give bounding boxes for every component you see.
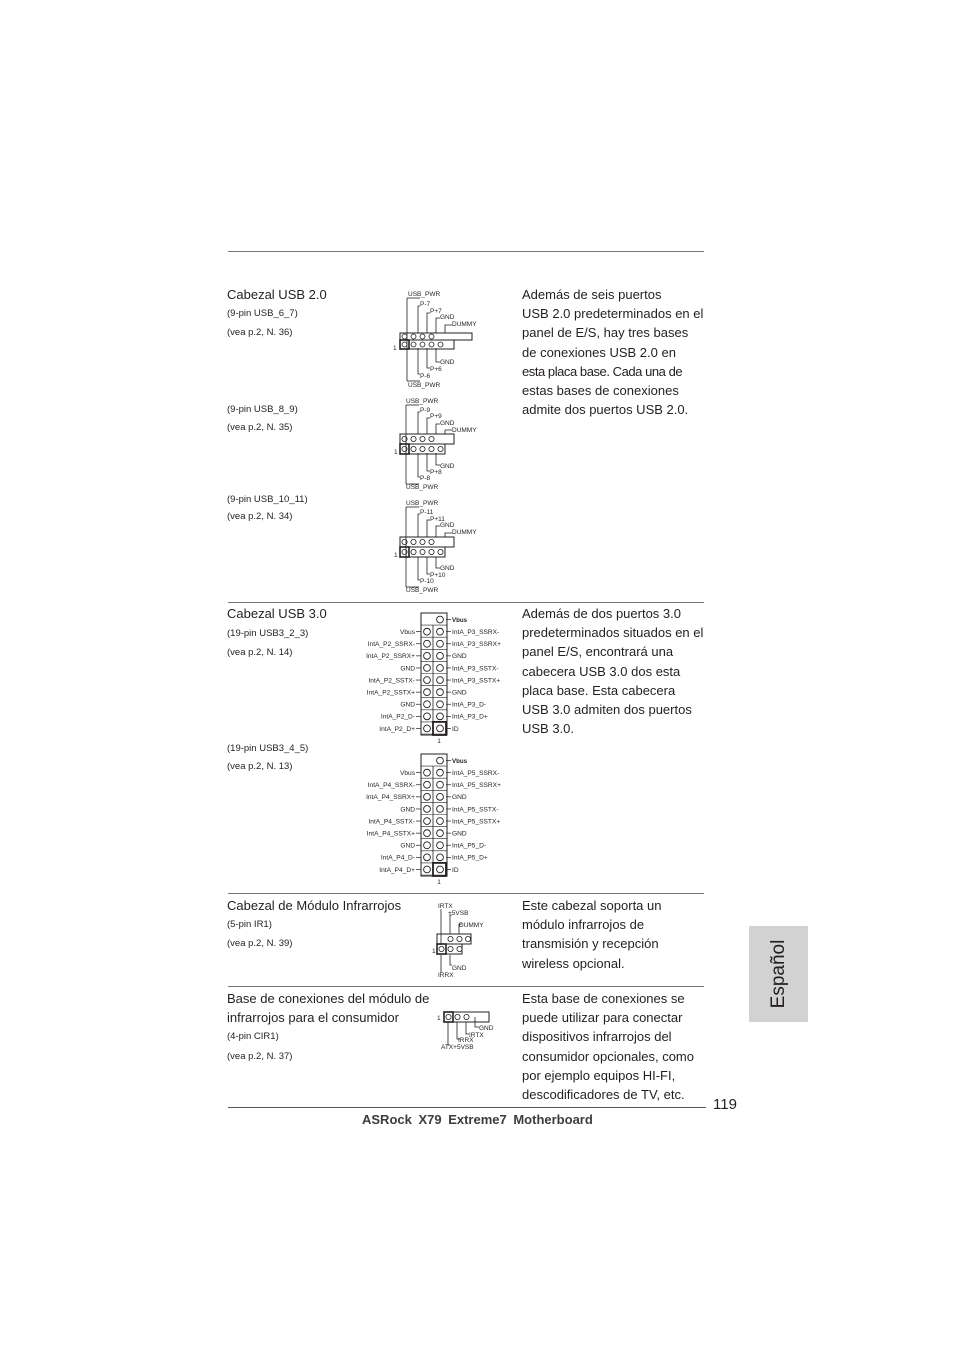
- pin: [437, 628, 444, 635]
- label-p-plus-10: P+10: [430, 572, 446, 579]
- pin: [437, 854, 444, 861]
- usb2-header-diagram-2: [392, 396, 487, 492]
- cir-desc-line: Esta base de conexiones se: [522, 991, 685, 1006]
- pin-label-right: IntA_P5_SSRX+: [452, 782, 501, 790]
- label-p-8: P-8: [420, 475, 431, 482]
- pin: [437, 640, 444, 647]
- pin-label-right: IntA_P3_SSTX-: [452, 665, 499, 673]
- label-irrx: IRRX: [458, 1037, 474, 1044]
- label-p-plus-7: P+7: [430, 308, 442, 315]
- label-dummy: DUMMY: [452, 427, 477, 434]
- label-usb-pwr: USB_PWR: [408, 382, 441, 389]
- pin-label-right: GND: [452, 830, 467, 838]
- pin: [424, 725, 431, 732]
- label-atx-5vsb: ATX+5VSB: [441, 1044, 474, 1051]
- pin-label-right: GND: [452, 653, 467, 661]
- pin-label-right: IntA_P3_D+: [452, 713, 488, 721]
- pin-label-right: IntA_P5_D+: [452, 854, 488, 862]
- label-p-9: P-9: [420, 407, 431, 414]
- usb3-description: [522, 604, 712, 738]
- usb3-desc-line: USB 3.0.: [522, 721, 575, 737]
- usb3-header-diagram-2: [355, 752, 520, 888]
- usb3-desc-line: cabecera USB 3.0 dos esta: [522, 663, 681, 679]
- label-5vsb: +5VSB: [448, 910, 469, 917]
- cir-desc-line: puede utilizar para conectar: [522, 1010, 683, 1026]
- ir-description: [522, 896, 712, 973]
- label-irrx: IRRX: [438, 972, 454, 979]
- pin-label-left: IntA_P2_SSRX-: [367, 641, 415, 649]
- pin: [424, 628, 431, 635]
- cir-desc-line: dispositivos infrarrojos del: [522, 1029, 672, 1045]
- pin: [424, 769, 431, 776]
- pin-label-right: ID: [452, 725, 459, 733]
- usb3-h2-ref: (vea p.2, N. 13): [227, 761, 293, 772]
- label-usb-pwr: USB_PWR: [406, 500, 439, 507]
- pin-label-left: IntA_P2_D+: [379, 725, 415, 733]
- label-p-plus-11: P+11: [430, 516, 445, 523]
- cir-pin: (4-pin CIR1): [227, 1031, 279, 1042]
- label-usb-pwr: USB_PWR: [408, 291, 441, 298]
- ir-desc-line: Este cabezal soporta un: [522, 898, 662, 913]
- pin: [437, 818, 444, 825]
- label-pin1: 1: [437, 1015, 441, 1022]
- ir-header-diagram: [432, 901, 492, 981]
- pin: [437, 757, 444, 764]
- usb2-desc-line: Además de seis puertos: [522, 287, 662, 302]
- label-gnd: GND: [440, 314, 455, 321]
- pin-label-right: IntA_P5_SSTX-: [452, 806, 499, 814]
- top-divider: [228, 251, 704, 252]
- pin-label-left: Vbus: [399, 628, 415, 636]
- pin: [424, 652, 431, 659]
- pin-label-left: IntA_P4_D-: [380, 854, 415, 862]
- usb2-h2-ref: (vea p.2, N. 35): [227, 422, 293, 433]
- pin: [424, 665, 431, 672]
- label-p-plus-6: P+6: [430, 366, 442, 373]
- pin-label-right: IntA_P5_D-: [452, 842, 487, 850]
- pin: [424, 781, 431, 788]
- ir-desc-line: wireless opcional.: [522, 955, 625, 971]
- cir-description: [522, 989, 712, 1104]
- label-p-plus-9: P+9: [430, 413, 442, 420]
- usb3-desc-line: placa base. Esta cabecera: [522, 682, 676, 698]
- pin-label-left: GND: [400, 701, 415, 709]
- ir-desc-line: módulo infrarrojos de: [522, 917, 645, 933]
- label-usb-pwr: USB_PWR: [406, 484, 439, 491]
- usb2-desc-line: USB 2.0 predeterminados en el: [522, 306, 704, 322]
- pin-label-right: IntA_P3_SSRX+: [452, 641, 501, 649]
- pin: [437, 725, 444, 732]
- usb2-h3-pin: (9-pin USB_10_11): [227, 494, 308, 505]
- ir-desc-line: transmisión y recepción: [522, 936, 659, 952]
- label-pin1: 1: [432, 948, 436, 955]
- label-usb-pwr: USB_PWR: [406, 587, 439, 594]
- pin-label-left: IntA_P2_SSTX-: [368, 677, 415, 685]
- label-p-11: P-11: [420, 509, 434, 516]
- pin-label-left: IntA_P2_SSRX+: [366, 653, 415, 661]
- usb2-h1-pin: (9-pin USB_6_7): [227, 308, 298, 319]
- cir-desc-line: descodificadores de TV, etc.: [522, 1087, 685, 1103]
- usb3-desc-line: predeterminados situados en el: [522, 625, 704, 641]
- pin-label-right: IntA_P3_SSTX+: [452, 677, 501, 685]
- pin-label-left: IntA_P4_D+: [379, 866, 415, 874]
- label-gnd: GND: [440, 522, 455, 529]
- label-gnd: GND: [440, 420, 455, 427]
- usb2-header-diagram-1: [392, 288, 487, 392]
- label-gnd: GND: [440, 565, 455, 572]
- label-irtx: IRTX: [469, 1032, 484, 1039]
- ir-title: Cabezal de Módulo Infrarrojos: [227, 898, 402, 913]
- pin: [437, 842, 444, 849]
- pin-label-left: IntA_P4_SSTX-: [368, 818, 415, 826]
- pin-label-right: IntA_P3_SSRX-: [452, 628, 500, 636]
- pin: [437, 677, 444, 684]
- cir-title-line1: Base de conexiones del módulo de: [227, 991, 430, 1006]
- usb2-h1-ref: (vea p.2, N. 36): [227, 327, 293, 338]
- label-irtx: IRTX: [438, 903, 453, 910]
- cir-header-diagram: [437, 1008, 497, 1054]
- label-pin1: 1: [394, 552, 398, 559]
- pin-label-left: GND: [400, 806, 415, 814]
- pin-label-vbus: Vbus: [452, 757, 468, 765]
- usb2-description: [522, 285, 712, 419]
- pin: [424, 866, 431, 873]
- cir-desc-line: por ejemplo equipos HI-FI,: [522, 1067, 676, 1083]
- pin-label-left: GND: [400, 665, 415, 673]
- pin: [424, 677, 431, 684]
- pin-label-left: IntA_P4_SSRX-: [367, 782, 415, 790]
- ir-pin: (5-pin IR1): [227, 919, 272, 930]
- pin: [424, 842, 431, 849]
- pin-label-left: Vbus: [399, 769, 415, 777]
- usb2-h3-ref: (vea p.2, N. 34): [227, 511, 293, 522]
- label-p-6: P-6: [420, 373, 431, 380]
- pin: [424, 640, 431, 647]
- pin: [424, 689, 431, 696]
- pin: [424, 818, 431, 825]
- pin-label-left: IntA_P2_SSTX+: [366, 689, 415, 697]
- pin: [437, 830, 444, 837]
- label-p-plus-8: P+8: [430, 469, 442, 476]
- usb2-desc-line: admite dos puertos USB 2.0.: [522, 402, 689, 418]
- usb2-header-diagram-3: [392, 497, 487, 595]
- section-divider: [228, 602, 704, 603]
- usb3-title: Cabezal USB 3.0: [227, 606, 327, 621]
- ir-ref: (vea p.2, N. 39): [227, 938, 293, 949]
- label-dummy: DUMMY: [452, 321, 477, 328]
- label-gnd: GND: [452, 965, 467, 972]
- cir-ref: (vea p.2, N. 37): [227, 1051, 293, 1062]
- pin: [424, 806, 431, 813]
- pin: [424, 793, 431, 800]
- pin1-marker: [433, 722, 446, 735]
- pin-label-right: IntA_P5_SSTX+: [452, 818, 501, 826]
- pin: [437, 689, 444, 696]
- usb3-desc-line: USB 3.0 admiten dos puertos: [522, 702, 692, 718]
- pin-label-left: GND: [400, 842, 415, 850]
- pin: [437, 866, 444, 873]
- pin: [437, 806, 444, 813]
- label-dummy: DUMMY: [459, 922, 484, 929]
- pin: [424, 854, 431, 861]
- pin: [424, 701, 431, 708]
- label-gnd: GND: [440, 359, 455, 366]
- label-p-7: P-7: [420, 301, 431, 308]
- pin-label-right: IntA_P5_SSRX-: [452, 769, 500, 777]
- usb3-h2-pin: (19-pin USB3_4_5): [227, 743, 309, 754]
- label-pin1: 1: [437, 738, 441, 745]
- pin-label-left: IntA_P4_SSTX+: [366, 830, 415, 838]
- label-usb-pwr: USB_PWR: [406, 398, 439, 405]
- footer-title: ASRock X79 Extreme7 Motherboard: [362, 1112, 593, 1127]
- language-tab-label-box: [749, 926, 808, 1022]
- label-pin1: 1: [394, 449, 398, 456]
- pin: [437, 701, 444, 708]
- pin-label-right: ID: [452, 866, 459, 874]
- usb2-desc-line: esta placa base. Cada una de: [522, 363, 683, 379]
- language-tab-label: Español: [767, 939, 789, 1009]
- pin1-marker: [433, 863, 446, 876]
- usb3-desc-line: panel E/S, encontrará una: [522, 644, 674, 660]
- usb3-h1-ref: (vea p.2, N. 14): [227, 647, 293, 658]
- usb3-h1-pin: (19-pin USB3_2_3): [227, 628, 309, 639]
- pin: [424, 713, 431, 720]
- pin: [437, 616, 444, 623]
- pin-label-left: IntA_P4_SSRX+: [366, 794, 415, 802]
- pin: [437, 781, 444, 788]
- usb2-h2-pin: (9-pin USB_8_9): [227, 404, 298, 415]
- usb2-title: Cabezal USB 2.0: [227, 287, 327, 302]
- usb2-desc-line: panel de E/S, hay tres bases: [522, 325, 689, 341]
- label-gnd: GND: [440, 463, 455, 470]
- section-divider: [228, 986, 704, 987]
- label-pin1: 1: [437, 879, 441, 886]
- usb2-desc-line: estas bases de conexiones: [522, 383, 679, 399]
- pin: [437, 713, 444, 720]
- section-divider: [228, 893, 704, 894]
- pin-label-right: GND: [452, 689, 467, 697]
- footer-divider: [228, 1107, 706, 1108]
- usb3-header-diagram-1: [355, 611, 520, 747]
- page-number: 119: [713, 1096, 737, 1113]
- pin: [437, 652, 444, 659]
- usb3-desc-line: Además de dos puertos 3.0: [522, 606, 681, 621]
- cir-title-line2: infrarrojos para el consumidor: [227, 1010, 399, 1025]
- label-pin1: 1: [393, 345, 397, 352]
- pin-label-left: IntA_P2_D-: [380, 713, 415, 721]
- pin-label-vbus: Vbus: [452, 616, 468, 624]
- pin-label-right: GND: [452, 794, 467, 802]
- cir-desc-line: consumidor opcionales, como: [522, 1048, 694, 1064]
- pin: [437, 769, 444, 776]
- pin: [437, 793, 444, 800]
- usb2-desc-line: de conexiones USB 2.0 en: [522, 344, 676, 360]
- label-dummy: DUMMY: [452, 529, 477, 536]
- pin: [424, 830, 431, 837]
- pin: [437, 665, 444, 672]
- label-p-10: P-10: [420, 578, 434, 585]
- pin-label-right: IntA_P3_D-: [452, 701, 487, 709]
- label-gnd: GND: [479, 1025, 494, 1032]
